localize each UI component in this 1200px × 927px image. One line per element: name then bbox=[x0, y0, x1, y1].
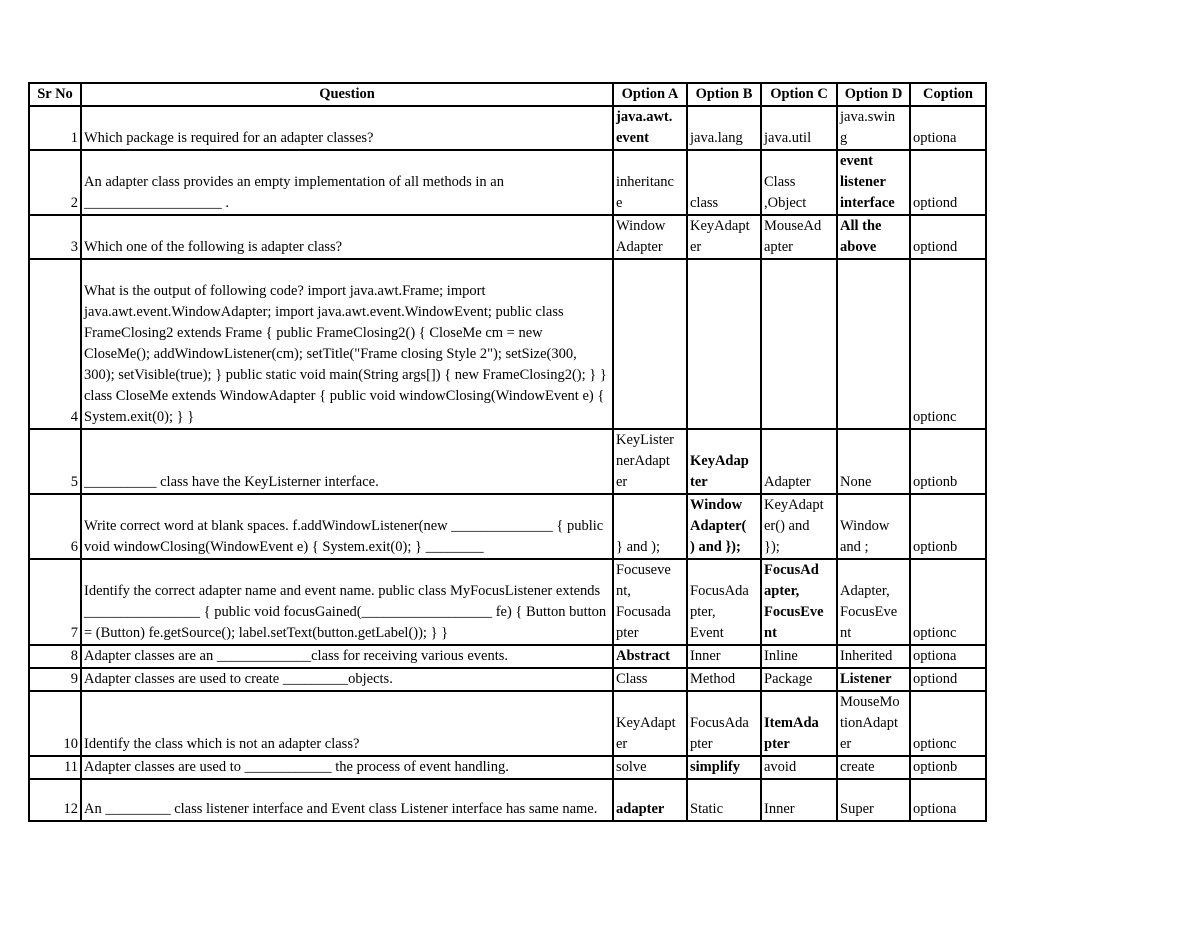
coption-cell: optionc bbox=[910, 259, 986, 429]
sr-no-cell: 4 bbox=[29, 259, 81, 429]
question-cell: Identify the class which is not an adapter class? bbox=[81, 691, 613, 756]
table-row bbox=[29, 691, 986, 756]
option-b-cell bbox=[687, 259, 761, 429]
sr-no-cell: 2 bbox=[29, 150, 81, 215]
table-row bbox=[29, 668, 986, 691]
table-row bbox=[29, 429, 986, 494]
option-a-cell: java.awt. event bbox=[613, 106, 687, 150]
option-d-cell: Adapter, FocusEve nt bbox=[837, 559, 910, 645]
option-b-cell: Inner bbox=[687, 645, 761, 668]
option-c-cell: KeyAdapt er() and }); bbox=[761, 494, 837, 559]
option-a-cell: KeyAdapt er bbox=[613, 691, 687, 756]
option-a-cell bbox=[613, 259, 687, 429]
option-a-cell: solve bbox=[613, 756, 687, 779]
option-b-cell: simplify bbox=[687, 756, 761, 779]
option-c-cell: Adapter bbox=[761, 429, 837, 494]
sr-no-cell: 7 bbox=[29, 559, 81, 645]
option-d-cell: All the above bbox=[837, 215, 910, 259]
option-c-cell: Package bbox=[761, 668, 837, 691]
option-a-cell: KeyLister nerAdapt er bbox=[613, 429, 687, 494]
option-b-cell: KeyAdap ter bbox=[687, 429, 761, 494]
option-d-cell: event listener interface bbox=[837, 150, 910, 215]
option-d-cell: Inherited bbox=[837, 645, 910, 668]
table-row bbox=[29, 150, 986, 215]
option-c-cell: Class ,Object bbox=[761, 150, 837, 215]
sr-no-cell: 8 bbox=[29, 645, 81, 668]
option-c-cell: Inner bbox=[761, 779, 837, 821]
question-cell: Adapter classes are used to ____________ the process of event handling. bbox=[81, 756, 613, 779]
header-question: Question bbox=[81, 83, 613, 106]
header-option-a: Option A bbox=[613, 83, 687, 106]
option-b-cell: Window Adapter( ) and }); bbox=[687, 494, 761, 559]
question-cell: An adapter class provides an empty implementation of all methods in an ___________________ . bbox=[81, 150, 613, 215]
option-c-cell: avoid bbox=[761, 756, 837, 779]
option-d-cell: MouseMo tionAdapt er bbox=[837, 691, 910, 756]
option-b-cell: KeyAdapt er bbox=[687, 215, 761, 259]
option-b-cell: class bbox=[687, 150, 761, 215]
option-a-cell: Abstract bbox=[613, 645, 687, 668]
sr-no-cell: 5 bbox=[29, 429, 81, 494]
option-d-cell: create bbox=[837, 756, 910, 779]
option-b-cell: FocusAda pter bbox=[687, 691, 761, 756]
sr-no-cell: 1 bbox=[29, 106, 81, 150]
question-cell: __________ class have the KeyListerner interface. bbox=[81, 429, 613, 494]
table-row bbox=[29, 259, 986, 429]
table-row bbox=[29, 106, 986, 150]
coption-cell: optiona bbox=[910, 645, 986, 668]
option-a-cell: } and ); bbox=[613, 494, 687, 559]
coption-cell: optionc bbox=[910, 691, 986, 756]
option-c-cell: FocusAd apter, FocusEve nt bbox=[761, 559, 837, 645]
option-c-cell: MouseAd apter bbox=[761, 215, 837, 259]
coption-cell: optiona bbox=[910, 106, 986, 150]
coption-cell: optiond bbox=[910, 215, 986, 259]
coption-cell: optionc bbox=[910, 559, 986, 645]
question-cell: Adapter classes are an _____________class for receiving various events. bbox=[81, 645, 613, 668]
header-option-d: Option D bbox=[837, 83, 910, 106]
coption-cell: optiond bbox=[910, 668, 986, 691]
table-row bbox=[29, 645, 986, 668]
table-row bbox=[29, 494, 986, 559]
option-d-cell: None bbox=[837, 429, 910, 494]
coption-cell: optionb bbox=[910, 756, 986, 779]
option-d-cell: Window and ; bbox=[837, 494, 910, 559]
header-sr-no: Sr No bbox=[29, 83, 81, 106]
coption-cell: optiond bbox=[910, 150, 986, 215]
option-a-cell: adapter bbox=[613, 779, 687, 821]
option-d-cell bbox=[837, 259, 910, 429]
option-a-cell: Focuseve nt, Focusada pter bbox=[613, 559, 687, 645]
option-b-cell: java.lang bbox=[687, 106, 761, 150]
option-b-cell: FocusAda pter, Event bbox=[687, 559, 761, 645]
coption-cell: optionb bbox=[910, 429, 986, 494]
question-cell: Which package is required for an adapter classes? bbox=[81, 106, 613, 150]
option-d-cell: Listener bbox=[837, 668, 910, 691]
header-option-c: Option C bbox=[761, 83, 837, 106]
option-c-cell bbox=[761, 259, 837, 429]
table-row bbox=[29, 779, 986, 821]
option-b-cell: Method bbox=[687, 668, 761, 691]
sr-no-cell: 6 bbox=[29, 494, 81, 559]
question-cell: Which one of the following is adapter class? bbox=[81, 215, 613, 259]
table-row bbox=[29, 215, 986, 259]
header-row bbox=[29, 83, 986, 106]
header-option-b: Option B bbox=[687, 83, 761, 106]
sr-no-cell: 3 bbox=[29, 215, 81, 259]
coption-cell: optiona bbox=[910, 779, 986, 821]
question-cell: Identify the correct adapter name and event name. public class MyFocusListener extends ________________ { public void focusGained(__________________ fe) { Button button = (Button) fe.getSource(); label.setText(button.getLabel()); } } bbox=[81, 559, 613, 645]
option-d-cell: Super bbox=[837, 779, 910, 821]
question-table bbox=[28, 82, 987, 822]
option-a-cell: Class bbox=[613, 668, 687, 691]
header-coption: Coption bbox=[910, 83, 986, 106]
option-c-cell: ItemAda pter bbox=[761, 691, 837, 756]
question-cell: An _________ class listener interface and Event class Listener interface has same name. bbox=[81, 779, 613, 821]
option-a-cell: inheritanc e bbox=[613, 150, 687, 215]
table-row bbox=[29, 559, 986, 645]
sr-no-cell: 11 bbox=[29, 756, 81, 779]
sr-no-cell: 9 bbox=[29, 668, 81, 691]
table-row bbox=[29, 756, 986, 779]
coption-cell: optionb bbox=[910, 494, 986, 559]
sr-no-cell: 10 bbox=[29, 691, 81, 756]
option-c-cell: Inline bbox=[761, 645, 837, 668]
question-cell: Write correct word at blank spaces. f.addWindowListener(new ______________ { public void windowClosing(WindowEvent e) { System.exit(0); } ________ bbox=[81, 494, 613, 559]
option-c-cell: java.util bbox=[761, 106, 837, 150]
sr-no-cell: 12 bbox=[29, 779, 81, 821]
option-d-cell: java.swin g bbox=[837, 106, 910, 150]
option-b-cell: Static bbox=[687, 779, 761, 821]
question-cell: Adapter classes are used to create _________objects. bbox=[81, 668, 613, 691]
option-a-cell: Window Adapter bbox=[613, 215, 687, 259]
question-cell: What is the output of following code? import java.awt.Frame; import java.awt.event.WindowAdapter; import java.awt.event.WindowEvent; public class FrameClosing2 extends Frame { public FrameClosing2() { CloseMe cm = new CloseMe(); addWindowListener(cm); setTitle("Frame closing Style 2"); setSize(300, 300); setVisible(true); } public static void main(String args[]) { new FrameClosing2(); } } class CloseMe extends WindowAdapter { public void windowClosing(WindowEvent e) { System.exit(0); } } bbox=[81, 259, 613, 429]
